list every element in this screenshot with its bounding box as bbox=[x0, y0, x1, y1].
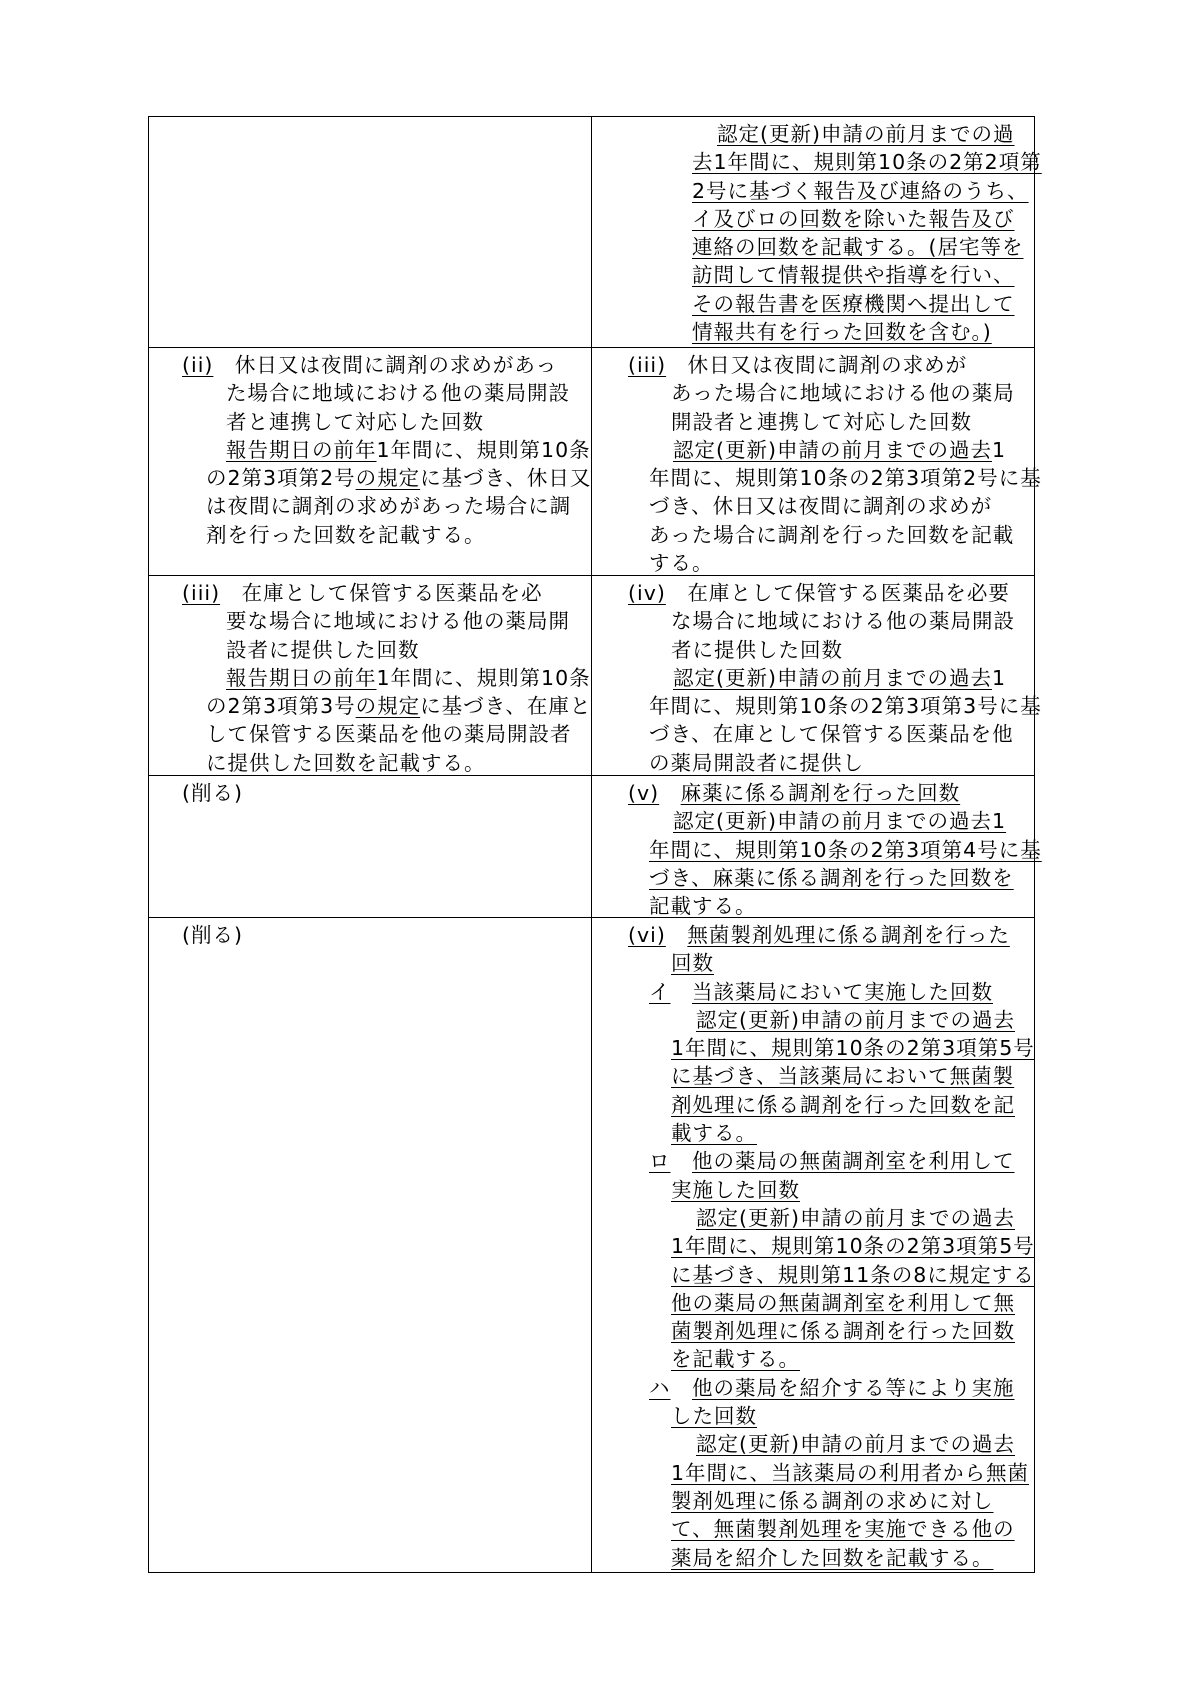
text-segment: 剤を行った回数を記載する。 bbox=[206, 522, 486, 547]
amended-text: 2号に基づく報告及び連絡のうち、 bbox=[692, 178, 1029, 203]
table-row bbox=[149, 917, 1034, 1572]
text-line bbox=[592, 1006, 1034, 1034]
text-line bbox=[592, 1374, 1034, 1402]
text-segment: は夜間に調剤の求めがあった場合に調 bbox=[206, 494, 572, 519]
old-text-cell bbox=[149, 576, 592, 775]
amended-text: 1年間に、当該薬局の利用者から無菌 bbox=[671, 1460, 1030, 1485]
text-line bbox=[592, 779, 1034, 807]
amended-text: 去1年間に、規則第10条の2第2項第 bbox=[692, 150, 1042, 175]
amended-text: (v) bbox=[628, 781, 660, 805]
amended-text: 認定(更新)申請の前月までの過去 bbox=[673, 665, 992, 690]
text-line bbox=[149, 749, 591, 777]
text-line bbox=[592, 1232, 1034, 1260]
amended-text: 認定(更新)申請の前月までの過 bbox=[717, 122, 1015, 146]
text-line bbox=[149, 408, 591, 436]
text-segment: (削る) bbox=[182, 923, 243, 947]
text-line bbox=[149, 464, 591, 492]
amended-text: 麻薬に係る調剤を行った回数 bbox=[680, 781, 961, 805]
text-line bbox=[592, 1402, 1034, 1430]
text-line bbox=[592, 949, 1034, 977]
text-line bbox=[592, 1544, 1034, 1572]
text-segment: 要な場合に地域における他の薬局開 bbox=[226, 609, 570, 634]
amended-text: 他の薬局の無菌調剤室を利用して bbox=[692, 1149, 1015, 1174]
text-segment: 休日又は夜間に調剤の求めが bbox=[666, 353, 968, 377]
amended-text: 訪問して情報提供や指導を行い、 bbox=[692, 263, 1015, 288]
amended-text: 剤処理に係る調剤を行った回数を記 bbox=[671, 1092, 1015, 1117]
text-line bbox=[592, 864, 1034, 892]
text-line bbox=[149, 607, 591, 635]
text-line bbox=[149, 720, 591, 748]
table-row bbox=[149, 575, 1042, 775]
text-segment: (削る) bbox=[182, 781, 243, 805]
text-segment: 在庫として保管する医薬品を必 bbox=[220, 581, 543, 605]
amended-text: 情報共有を行った回数を含む。) bbox=[692, 320, 992, 345]
text-line bbox=[592, 579, 1034, 607]
comparison-table bbox=[148, 116, 1042, 1573]
text-line bbox=[592, 664, 1034, 692]
amended-text: (vi) bbox=[628, 923, 666, 947]
text-segment: 設者に提供した回数 bbox=[226, 637, 420, 662]
text-line bbox=[149, 664, 591, 692]
text-line bbox=[149, 921, 591, 949]
table-row bbox=[149, 117, 1042, 347]
text-line bbox=[149, 521, 591, 549]
amended-text: 報告期日の前年 bbox=[226, 665, 377, 690]
text-line bbox=[592, 177, 1034, 205]
text-line bbox=[592, 205, 1034, 233]
text-segment: づき、在庫として保管する医薬品を他 bbox=[649, 722, 1014, 747]
text-segment: 1 bbox=[992, 665, 1007, 690]
amended-text: 無菌製剤処理に係る調剤を行った bbox=[687, 923, 1010, 947]
old-text-cell bbox=[149, 918, 592, 1572]
text-segment: の2第3項第2号 bbox=[206, 466, 356, 491]
text-line bbox=[592, 1176, 1034, 1204]
amended-text: 認定(更新)申請の前月までの過去 bbox=[673, 437, 992, 462]
amended-text: 連絡の回数を記載する。(居宅等を bbox=[692, 235, 1024, 260]
text-line bbox=[592, 836, 1042, 864]
amended-text: 認定(更新)申請の前月までの過去1 bbox=[673, 809, 1007, 834]
text-line bbox=[592, 290, 1034, 318]
amended-text: その報告書を医療機関へ提出して bbox=[692, 291, 1015, 316]
amended-text: イ bbox=[649, 979, 671, 1004]
amended-text: した回数 bbox=[671, 1404, 757, 1429]
text-line bbox=[592, 464, 1042, 492]
amended-text: 報告期日の前年 bbox=[226, 437, 377, 462]
text-line bbox=[592, 261, 1034, 289]
text-line bbox=[592, 807, 1034, 835]
text-line bbox=[149, 379, 591, 407]
text-line bbox=[149, 436, 591, 464]
text-segment: 1年間に、規則第10条 bbox=[376, 437, 591, 462]
amended-text: 1年間に、規則第10条の2第3項第5号 bbox=[671, 1234, 1035, 1259]
amended-text: (iii) bbox=[182, 581, 221, 605]
text-segment bbox=[659, 781, 681, 805]
text-segment: 開設者と連携して対応した回数 bbox=[671, 409, 972, 434]
text-segment bbox=[671, 980, 693, 1004]
text-line bbox=[592, 692, 1042, 720]
text-segment: 年間に、規則第10条の2第3項第3号に基 bbox=[649, 694, 1042, 719]
text-line bbox=[149, 351, 591, 379]
amended-text: 1年間に、規則第10条の2第3項第5号 bbox=[671, 1036, 1035, 1061]
text-segment: の2第3項第3号 bbox=[206, 694, 356, 719]
text-segment bbox=[666, 923, 688, 947]
text-line bbox=[592, 492, 1034, 520]
text-segment bbox=[671, 1149, 693, 1173]
text-segment: して保管する医薬品を他の薬局開設者 bbox=[206, 722, 572, 747]
text-line bbox=[592, 1430, 1034, 1458]
text-line bbox=[592, 1459, 1034, 1487]
amended-text: イ及びロの回数を除いた報告及び bbox=[692, 206, 1015, 231]
text-segment: 1 bbox=[992, 437, 1007, 462]
amended-text: 他の薬局の無菌調剤室を利用して無 bbox=[671, 1290, 1015, 1315]
amended-text: の規定 bbox=[355, 466, 421, 491]
text-segment: あった場合に地域における他の薬局 bbox=[671, 381, 1015, 406]
amended-text: (iii) bbox=[628, 353, 667, 377]
text-line bbox=[592, 351, 1034, 379]
text-line bbox=[592, 1317, 1034, 1345]
text-line bbox=[592, 1091, 1034, 1119]
text-line bbox=[592, 1289, 1034, 1317]
text-line bbox=[592, 379, 1034, 407]
text-line bbox=[592, 1487, 1034, 1515]
text-segment: する。 bbox=[649, 551, 714, 576]
text-line bbox=[592, 1345, 1034, 1373]
amended-text: づき、麻薬に係る調剤を行った回数を bbox=[649, 865, 1014, 890]
text-segment: 者に提供した回数 bbox=[671, 637, 843, 662]
amended-text: 製剤処理に係る調剤の求めに対し bbox=[671, 1488, 994, 1513]
text-segment bbox=[671, 1376, 693, 1400]
amended-text: に基づき、規則第11条の8に規定する bbox=[671, 1262, 1035, 1287]
text-line bbox=[592, 1261, 1034, 1289]
new-text-cell bbox=[592, 576, 1042, 775]
amended-text: 記載する。 bbox=[649, 894, 757, 919]
text-segment: づき、休日又は夜間に調剤の求めが bbox=[649, 494, 993, 519]
text-segment: 年間に、規則第10条の2第3項第2号に基 bbox=[649, 466, 1042, 491]
old-text-cell bbox=[149, 348, 592, 575]
text-segment: 在庫として保管する医薬品を必要 bbox=[665, 581, 1010, 605]
text-line bbox=[592, 921, 1034, 949]
amended-text: 認定(更新)申請の前月までの過去 bbox=[696, 1007, 1015, 1032]
text-segment: 者と連携して対応した回数 bbox=[226, 409, 484, 434]
text-line bbox=[592, 749, 1034, 777]
text-segment: な場合に地域における他の薬局開設 bbox=[671, 609, 1015, 634]
table-row bbox=[149, 347, 1042, 576]
text-line bbox=[592, 720, 1034, 748]
text-line bbox=[149, 636, 591, 664]
text-line bbox=[592, 120, 1034, 148]
text-line bbox=[592, 521, 1034, 549]
new-text-cell bbox=[592, 117, 1042, 347]
text-line bbox=[592, 1062, 1034, 1090]
text-line bbox=[592, 1515, 1034, 1543]
text-line bbox=[592, 318, 1034, 346]
text-line bbox=[592, 1119, 1034, 1147]
table-row bbox=[149, 775, 1042, 919]
amended-text: 菌製剤処理に係る調剤を行った回数 bbox=[671, 1319, 1015, 1344]
amended-text: (iv) bbox=[628, 581, 666, 605]
amended-text: に基づき、当該薬局において無菌製 bbox=[671, 1064, 1015, 1089]
text-line bbox=[592, 408, 1034, 436]
text-line bbox=[149, 492, 591, 520]
amended-text: て、無菌製剤処理を実施できる他の bbox=[671, 1517, 1015, 1542]
text-line bbox=[592, 892, 1034, 920]
text-segment: 1年間に、規則第10条 bbox=[376, 665, 591, 690]
amended-text: ハ bbox=[649, 1375, 671, 1400]
amended-text: (ii) bbox=[182, 353, 214, 377]
text-line bbox=[592, 233, 1034, 261]
text-segment: 休日又は夜間に調剤の求めがあっ bbox=[213, 353, 558, 377]
text-segment: に基づき、在庫と bbox=[420, 694, 592, 719]
new-text-cell bbox=[592, 918, 1034, 1572]
amended-text: 回数 bbox=[671, 951, 714, 976]
amended-text: 認定(更新)申請の前月までの過去 bbox=[696, 1432, 1015, 1457]
old-text-cell bbox=[149, 776, 592, 917]
text-segment: に基づき、休日又 bbox=[420, 466, 592, 491]
amended-text: 認定(更新)申請の前月までの過去 bbox=[696, 1205, 1015, 1230]
text-line bbox=[592, 978, 1034, 1006]
amended-text: 他の薬局を紹介する等により実施 bbox=[692, 1375, 1015, 1400]
text-segment: の薬局開設者に提供し bbox=[649, 750, 864, 775]
amended-text: 当該薬局において実施した回数 bbox=[692, 979, 993, 1004]
text-segment: た場合に地域における他の薬局開設 bbox=[226, 381, 570, 406]
old-text-cell bbox=[149, 117, 592, 347]
amended-text: 薬局を紹介した回数を記載する。 bbox=[671, 1545, 994, 1570]
amended-text: ロ bbox=[649, 1149, 671, 1174]
text-line bbox=[592, 607, 1034, 635]
text-line bbox=[149, 579, 591, 607]
text-segment: に提供した回数を記載する。 bbox=[206, 750, 486, 775]
amended-text: 載する。 bbox=[671, 1121, 757, 1146]
new-text-cell bbox=[592, 776, 1042, 919]
amended-text: の規定 bbox=[355, 694, 421, 719]
text-line bbox=[149, 692, 591, 720]
amended-text: 実施した回数 bbox=[671, 1177, 800, 1202]
new-text-cell bbox=[592, 348, 1042, 576]
text-line bbox=[592, 549, 1034, 577]
text-line bbox=[592, 1204, 1034, 1232]
amended-text: を記載する。 bbox=[671, 1347, 800, 1372]
text-line bbox=[592, 148, 1042, 176]
text-line bbox=[149, 779, 591, 807]
text-segment: あった場合に調剤を行った回数を記載 bbox=[649, 522, 1015, 547]
text-line bbox=[592, 1034, 1034, 1062]
amended-text: 年間に、規則第10条の2第3項第4号に基 bbox=[649, 837, 1042, 862]
text-line bbox=[592, 436, 1034, 464]
text-line bbox=[592, 636, 1034, 664]
text-line bbox=[592, 1147, 1034, 1175]
